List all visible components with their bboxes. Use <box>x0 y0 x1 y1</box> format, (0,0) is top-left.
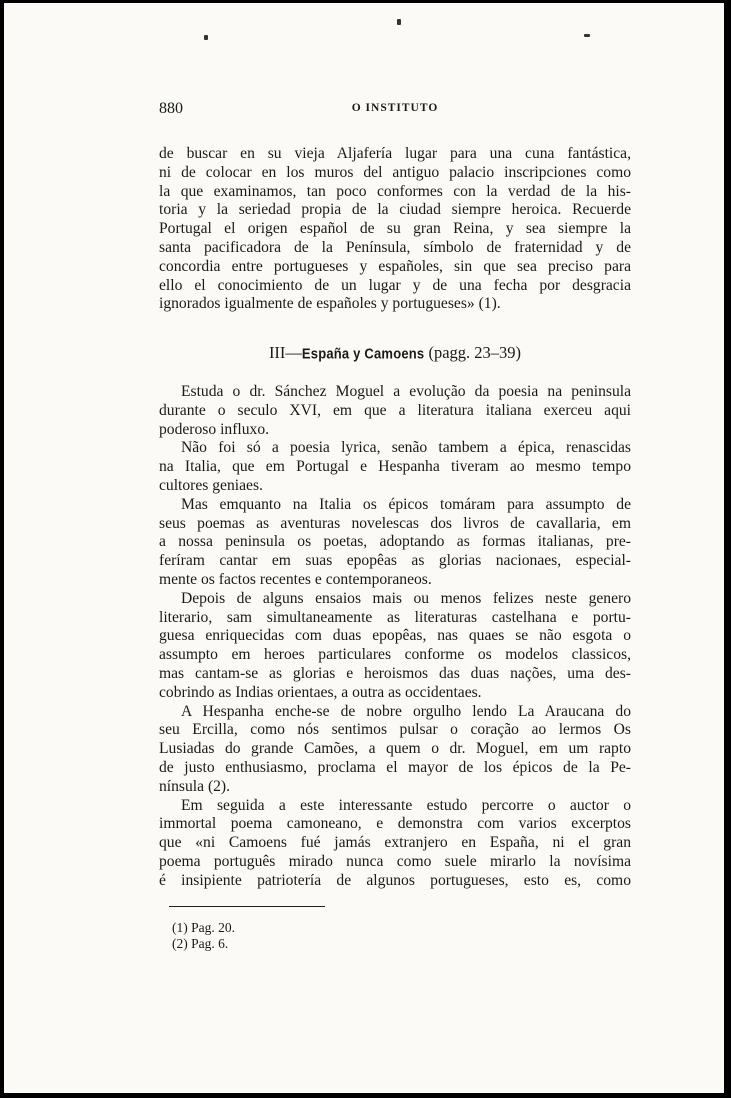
text-line: a nossa peninsula os poetas, adoptando as formas italianas, pre- <box>159 533 631 551</box>
body-text <box>159 383 631 891</box>
page-sheet <box>4 3 724 1093</box>
text-line: la que examinamos, tan poco conformes con la verdad de la his- <box>159 182 631 200</box>
text-line: Não foi só a poesia lyrica, senão tambem a épica, renascidas <box>181 439 631 457</box>
text-line: mente os factos recentes e contemporaneos. <box>159 570 432 588</box>
text-line: concordia entre portugueses y españoles, sin que sea preciso para <box>159 257 631 275</box>
footnote-rule <box>169 906 325 907</box>
section-title: España y Camoens <box>301 344 425 363</box>
section-heading <box>159 343 631 363</box>
quote-paragraph <box>159 145 631 314</box>
running-header <box>159 100 631 124</box>
text-line: Em seguida a este interessante estudo percorre o auctor o <box>181 796 631 814</box>
page-number: 880 <box>159 100 183 117</box>
text-line: Depois de alguns ensaios mais ou menos felizes neste genero <box>181 589 631 607</box>
speck-mark <box>204 35 208 40</box>
text-line: durante o seculo XVI, em que a literatura italiana exerceu aqui <box>159 401 631 419</box>
text-line: Mas emquanto na Italia os épicos tomáram para assumpto de <box>181 495 631 513</box>
text-line: poema português mirado nunca como suele mirarlo la novísima <box>159 852 631 870</box>
text-line: ignorados igualmente de españoles y portugueses» (1). <box>159 295 501 313</box>
text-line: cobrindo as Indias orientaes, a outra as occidentaes. <box>159 683 482 701</box>
text-line: de justo enthusiasmo, proclama el mayor de los épicos de la Pe- <box>159 758 631 776</box>
text-line: ni de colocar en los muros del antiguo palacio inscripciones como <box>159 163 631 181</box>
footnotes <box>172 920 644 952</box>
text-line: de buscar en su vieja Aljafería lugar para una cuna fantástica, <box>159 145 631 162</box>
text-line: mas cantam-se as glorias e heroismos das duas nações, uma des- <box>159 664 631 682</box>
text-line: ello el conocimiento de un lugar y de una fecha por desgracia <box>159 276 631 294</box>
speck-mark <box>397 19 401 25</box>
text-line: cultores geniaes. <box>159 476 263 494</box>
text-line: guesa enriquecidas com duas epopêas, nas quaes se não esgota o <box>159 627 631 645</box>
text-line: nínsula (2). <box>159 777 231 795</box>
text-line: santa pacificadora de la Península, símbolo de fraternidad y de <box>159 238 631 256</box>
text-line: na Italia, que em Portugal e Hespanha tiveram ao mesmo tempo <box>159 458 631 476</box>
text-line: literario, sam simultaneamente as literaturas castelhana e portu- <box>159 608 631 626</box>
text-line: é insipiente patriotería de algunos portugueses, esto es, como <box>159 871 631 889</box>
footnote: (2) Pag. 6. <box>172 936 229 951</box>
text-line: A Hespanha enche-se de nobre orgulho lendo La Araucana do <box>181 702 631 720</box>
text-line: poderoso influxo. <box>159 420 270 438</box>
text-line: feríram cantar em suas epopêas as glorias nacionaes, especial- <box>159 552 631 570</box>
text-line: toria y la seriedad propia de la ciudad siempre heroica. Recuerde <box>159 201 631 219</box>
running-title: O INSTITUTO <box>351 102 439 114</box>
section-numeral: III— <box>268 343 302 362</box>
footnote: (1) Pag. 20. <box>172 920 235 935</box>
speck-mark <box>584 34 590 37</box>
text-line: Lusiadas do grande Camões, a quem o dr. Moguel, em um rapto <box>159 740 631 758</box>
section-pages: (pagg. 23–39) <box>428 343 522 362</box>
text-line: seu Ercilla, como nós sentimos pulsar o coração ao lermos Os <box>159 721 631 739</box>
text-line: immortal poema camoneano, e demonstra com varios excerptos <box>159 815 631 833</box>
text-line: assumpto em heroes particulares conforme os modelos classicos, <box>159 646 631 664</box>
text-line: Portugal el origen español de su gran Reina, y sea siempre la <box>159 220 631 238</box>
text-line: que «ni Camoens fué jamás extranjero en España, ni el gran <box>159 834 631 852</box>
text-line: seus poemas as aventuras novelescas dos livros de cavallaria, em <box>159 514 631 532</box>
text-line: Estuda o dr. Sánchez Moguel a evolução da poesia na peninsula <box>181 383 631 400</box>
